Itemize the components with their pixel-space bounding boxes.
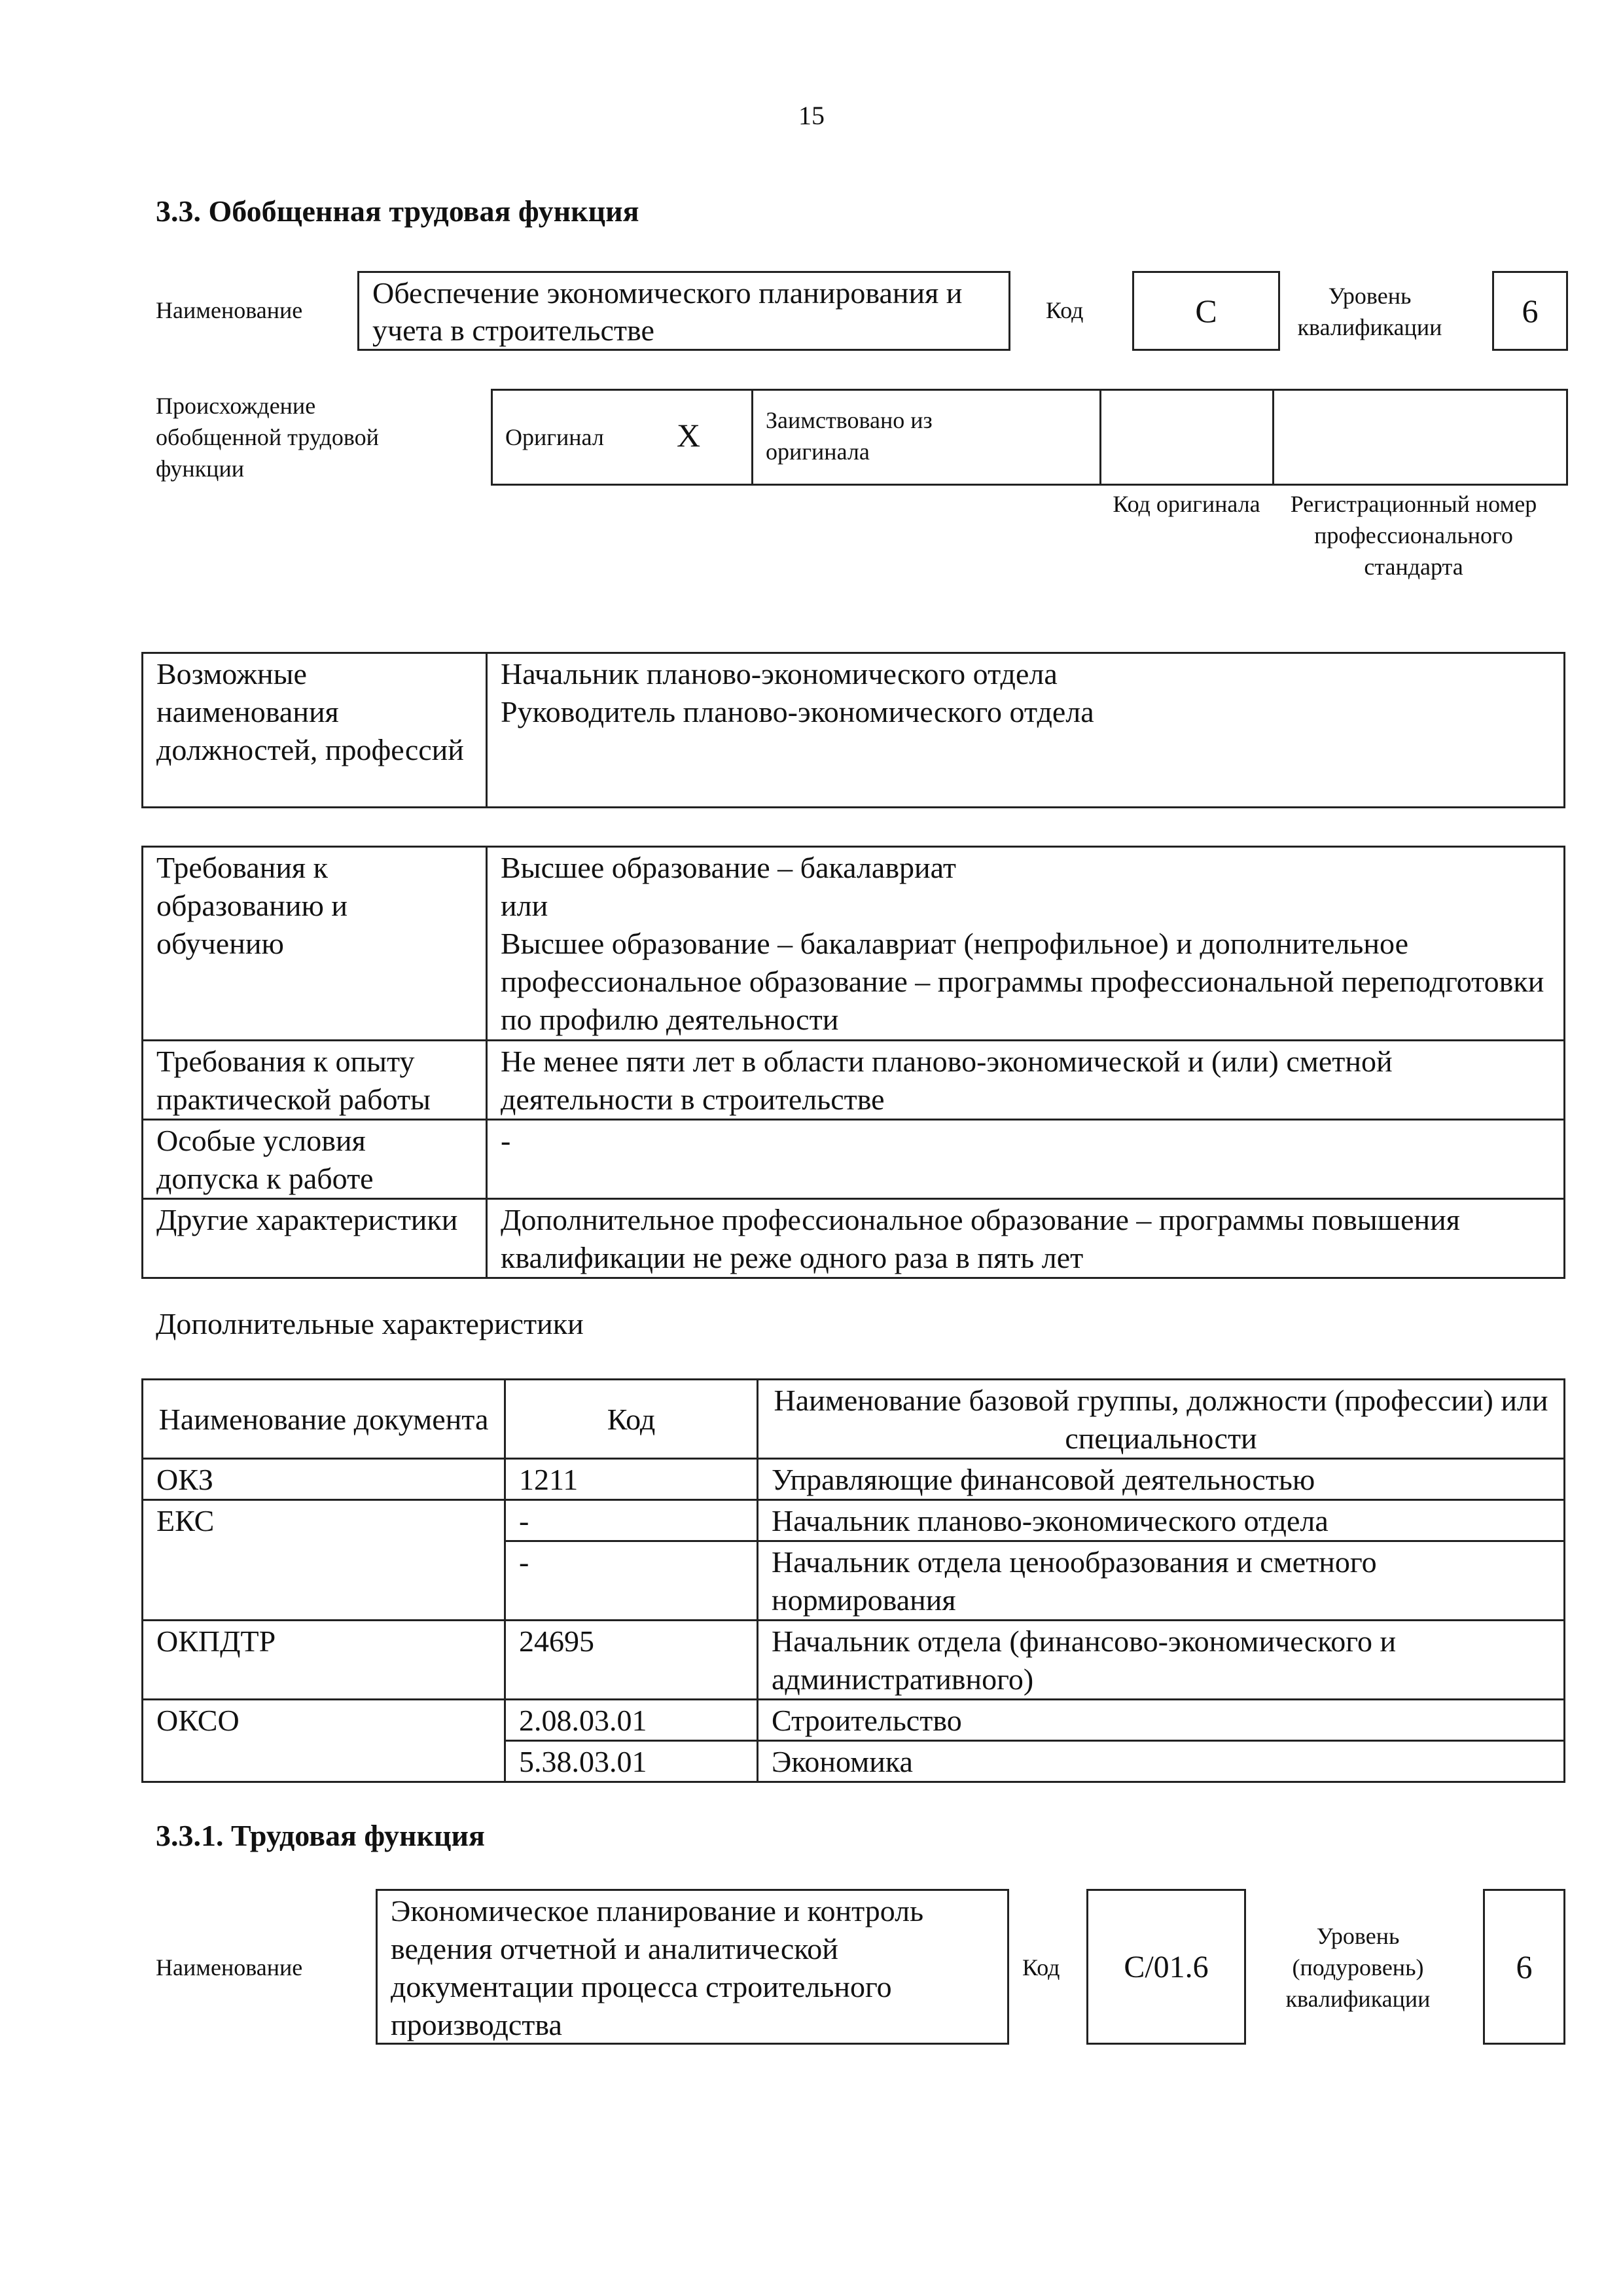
table-row <box>143 1621 1565 1700</box>
table-row <box>143 653 1565 808</box>
req-label: Требования к опыту практической работы <box>143 1041 487 1120</box>
positions-table <box>141 652 1565 808</box>
code-label: Код <box>1046 297 1084 323</box>
origin-divider-2 <box>1099 389 1101 486</box>
name-label: Наименование <box>156 297 303 323</box>
code-value: C <box>1195 293 1217 329</box>
function-name-box <box>357 271 1010 351</box>
cell-code: - <box>505 1541 758 1621</box>
cell-code: - <box>505 1500 758 1541</box>
table-row <box>143 1120 1565 1199</box>
labor-function-level-box <box>1483 1889 1565 2045</box>
code-box <box>1132 271 1280 351</box>
section-heading-3-3: 3.3. Обобщенная трудовая функция <box>156 194 639 228</box>
positions-values <box>487 653 1565 808</box>
cell-code: 5.38.03.01 <box>505 1741 758 1782</box>
origin-label: Происхождение обобщенной трудовой функции <box>156 393 379 482</box>
header-code: Код <box>505 1380 758 1459</box>
cell-name: Начальник планово-экономического отдела <box>758 1500 1565 1541</box>
header-name: Наименование базовой группы, должности (профессии) или специальности <box>758 1380 1565 1459</box>
original-mark: X <box>677 417 701 454</box>
position-item: Руководитель планово-экономического отдела <box>501 695 1094 728</box>
req-value <box>487 847 1565 1041</box>
cell-doc: ОКПДТР <box>143 1621 505 1700</box>
labor-function-name-label: Наименование <box>156 1954 303 1981</box>
labor-function-code-value: C/01.6 <box>1124 1949 1209 1984</box>
labor-function-code-box <box>1086 1889 1246 2045</box>
req-label: Другие характеристики <box>143 1199 487 1278</box>
req-value: Дополнительное профессиональное образование – программы повышения квалификации не реже одного раза в пять лет <box>487 1199 1565 1278</box>
req-value: Не менее пяти лет в области планово-экономической и (или) сметной деятельности в строительстве <box>487 1041 1565 1120</box>
req-line: или <box>501 889 548 922</box>
cell-doc: ОКСО <box>143 1700 505 1782</box>
labor-function-level-value: 6 <box>1516 1948 1533 1985</box>
cell-name: Начальник отдела ценообразования и сметного нормирования <box>758 1541 1565 1621</box>
origin-divider-1 <box>751 389 753 486</box>
cell-name: Экономика <box>758 1741 1565 1782</box>
req-line: Высшее образование – бакалавриат <box>501 851 956 884</box>
req-label: Требования к образованию и обучению <box>143 847 487 1041</box>
req-line: Высшее образование – бакалавриат (непрофильное) и дополнительное профессиональное образование – программы профессиональной переподготовки по профилю деятельности <box>501 927 1544 1036</box>
original-label: Оригинал <box>505 424 604 450</box>
labor-function-level-label: Уровень (подуровень) квалификации <box>1285 1923 1431 2012</box>
labor-function-code-label: Код <box>1022 1954 1060 1981</box>
additional-title: Дополнительные характеристики <box>156 1307 584 1340</box>
table-row <box>143 1500 1565 1541</box>
table-row <box>143 1041 1565 1120</box>
requirements-table <box>141 846 1565 1279</box>
cell-code: 1211 <box>505 1459 758 1500</box>
table-row <box>143 847 1565 1041</box>
origin-box <box>491 389 1568 486</box>
reg-number-label: Регистрационный номер профессионального стандарта <box>1290 491 1537 580</box>
cell-doc: ЕКС <box>143 1500 505 1621</box>
additional-table <box>141 1378 1565 1783</box>
req-label: Особые условия допуска к работе <box>143 1120 487 1199</box>
cell-name: Начальник отдела (финансово-экономического и административного) <box>758 1621 1565 1700</box>
labor-function-name-box <box>376 1889 1009 2045</box>
origin-divider-3 <box>1272 389 1274 486</box>
function-name-value: Обеспечение экономического планирования и учета в строительстве <box>372 276 963 347</box>
original-code-label: Код оригинала <box>1113 491 1260 517</box>
cell-name: Строительство <box>758 1700 1565 1741</box>
section-heading-3-3-1: 3.3.1. Трудовая функция <box>156 1819 485 1852</box>
table-header-row <box>143 1380 1565 1459</box>
level-label: Уровень квалификации <box>1297 283 1442 340</box>
position-item: Начальник планово-экономического отдела <box>501 657 1058 691</box>
positions-label: Возможные наименования должностей, профессий <box>143 653 487 808</box>
borrowed-label: Заимствовано из оригинала <box>766 407 933 465</box>
table-row <box>143 1199 1565 1278</box>
cell-name: Управляющие финансовой деятельностью <box>758 1459 1565 1500</box>
table-row <box>143 1459 1565 1500</box>
table-row <box>143 1700 1565 1741</box>
level-value: 6 <box>1522 293 1539 329</box>
cell-code: 2.08.03.01 <box>505 1700 758 1741</box>
level-box <box>1492 271 1568 351</box>
labor-function-name-value: Экономическое планирование и контроль ведения отчетной и аналитической документации процесса строительного производства <box>391 1894 924 2041</box>
page-number: 15 <box>798 101 825 130</box>
req-value: - <box>487 1120 1565 1199</box>
header-doc: Наименование документа <box>143 1380 505 1459</box>
cell-doc: ОКЗ <box>143 1459 505 1500</box>
cell-code: 24695 <box>505 1621 758 1700</box>
